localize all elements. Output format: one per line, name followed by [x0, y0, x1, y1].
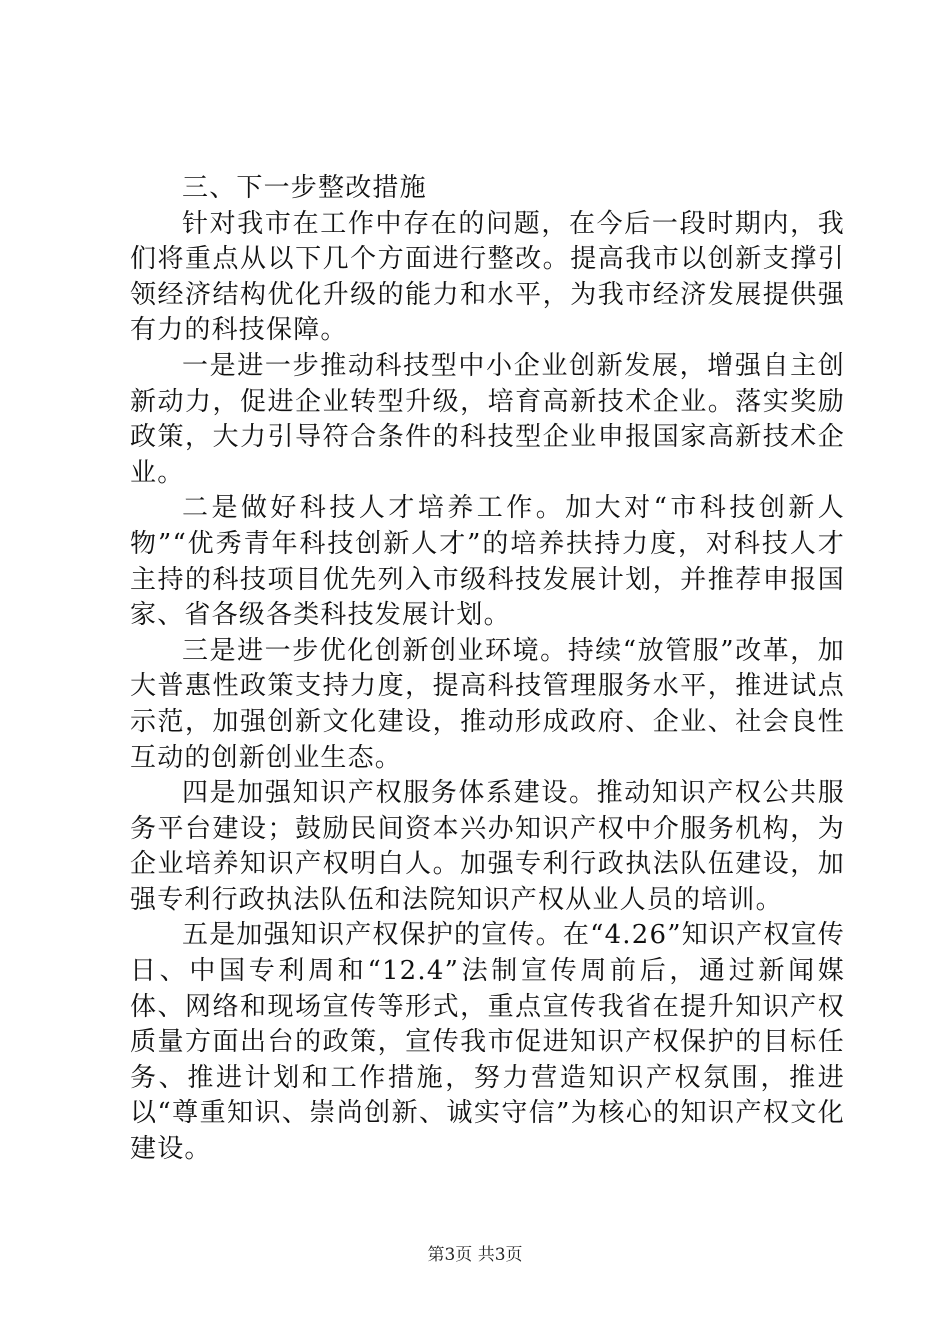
paragraph-measure-five: 五是加强知识产权保护的宣传。在“4.26”知识产权宣传日、中国专利周和“12.4”法制宣传周前后，通过新闻媒体、网络和现场宣传等形式，重点宣传我省在提升知识产权质量方面出台的政策，宣传我市促进知识产权保护的目标任务、推进计划和工作措施，努力营造知识产权氛围，推进以“尊重知识、崇尚创新、诚实守信”为核心的知识产权文化建设。 — [130, 920, 845, 1165]
page-number-footer: 第3页 共3页 — [427, 1245, 523, 1265]
section-heading: 三、下一步整改措施 — [182, 173, 427, 203]
paragraph-measure-two: 二是做好科技人才培养工作。加大对“市科技创新人物”“优秀青年科技创新人才”的培养扶持力度，对科技人才主持的科技项目优先列入市级科技发展计划，并推荐申报国家、省各级各类科技发展计划。 — [130, 493, 845, 631]
paragraph-measure-one: 一是进一步推动科技型中小企业创新发展，增强自主创新动力，促进企业转型升级，培育高新技术企业。落实奖励政策，大力引导符合条件的科技型企业申报国家高新技术企业。 — [130, 350, 845, 488]
paragraph-intro: 针对我市在工作中存在的问题，在今后一段时期内，我们将重点从以下几个方面进行整改。提高我市以创新支撑引领经济结构优化升级的能力和水平，为我市经济发展提供强有力的科技保障。 — [130, 208, 845, 346]
paragraph-measure-four: 四是加强知识产权服务体系建设。推动知识产权公共服务平台建设；鼓励民间资本兴办知识产权中介服务机构，为企业培养知识产权明白人。加强专利行政执法队伍建设，加强专利行政执法队伍和法院知识产权从业人员的培训。 — [130, 778, 845, 915]
document-body — [130, 171, 845, 1168]
paragraph-measure-three: 三是进一步优化创新创业环境。持续“放管服”改革，加大普惠性政策支持力度，提高科技管理服务水平，推进试点示范，加强创新文化建设，推动形成政府、企业、社会良性互动的创新创业生态。 — [130, 635, 845, 773]
